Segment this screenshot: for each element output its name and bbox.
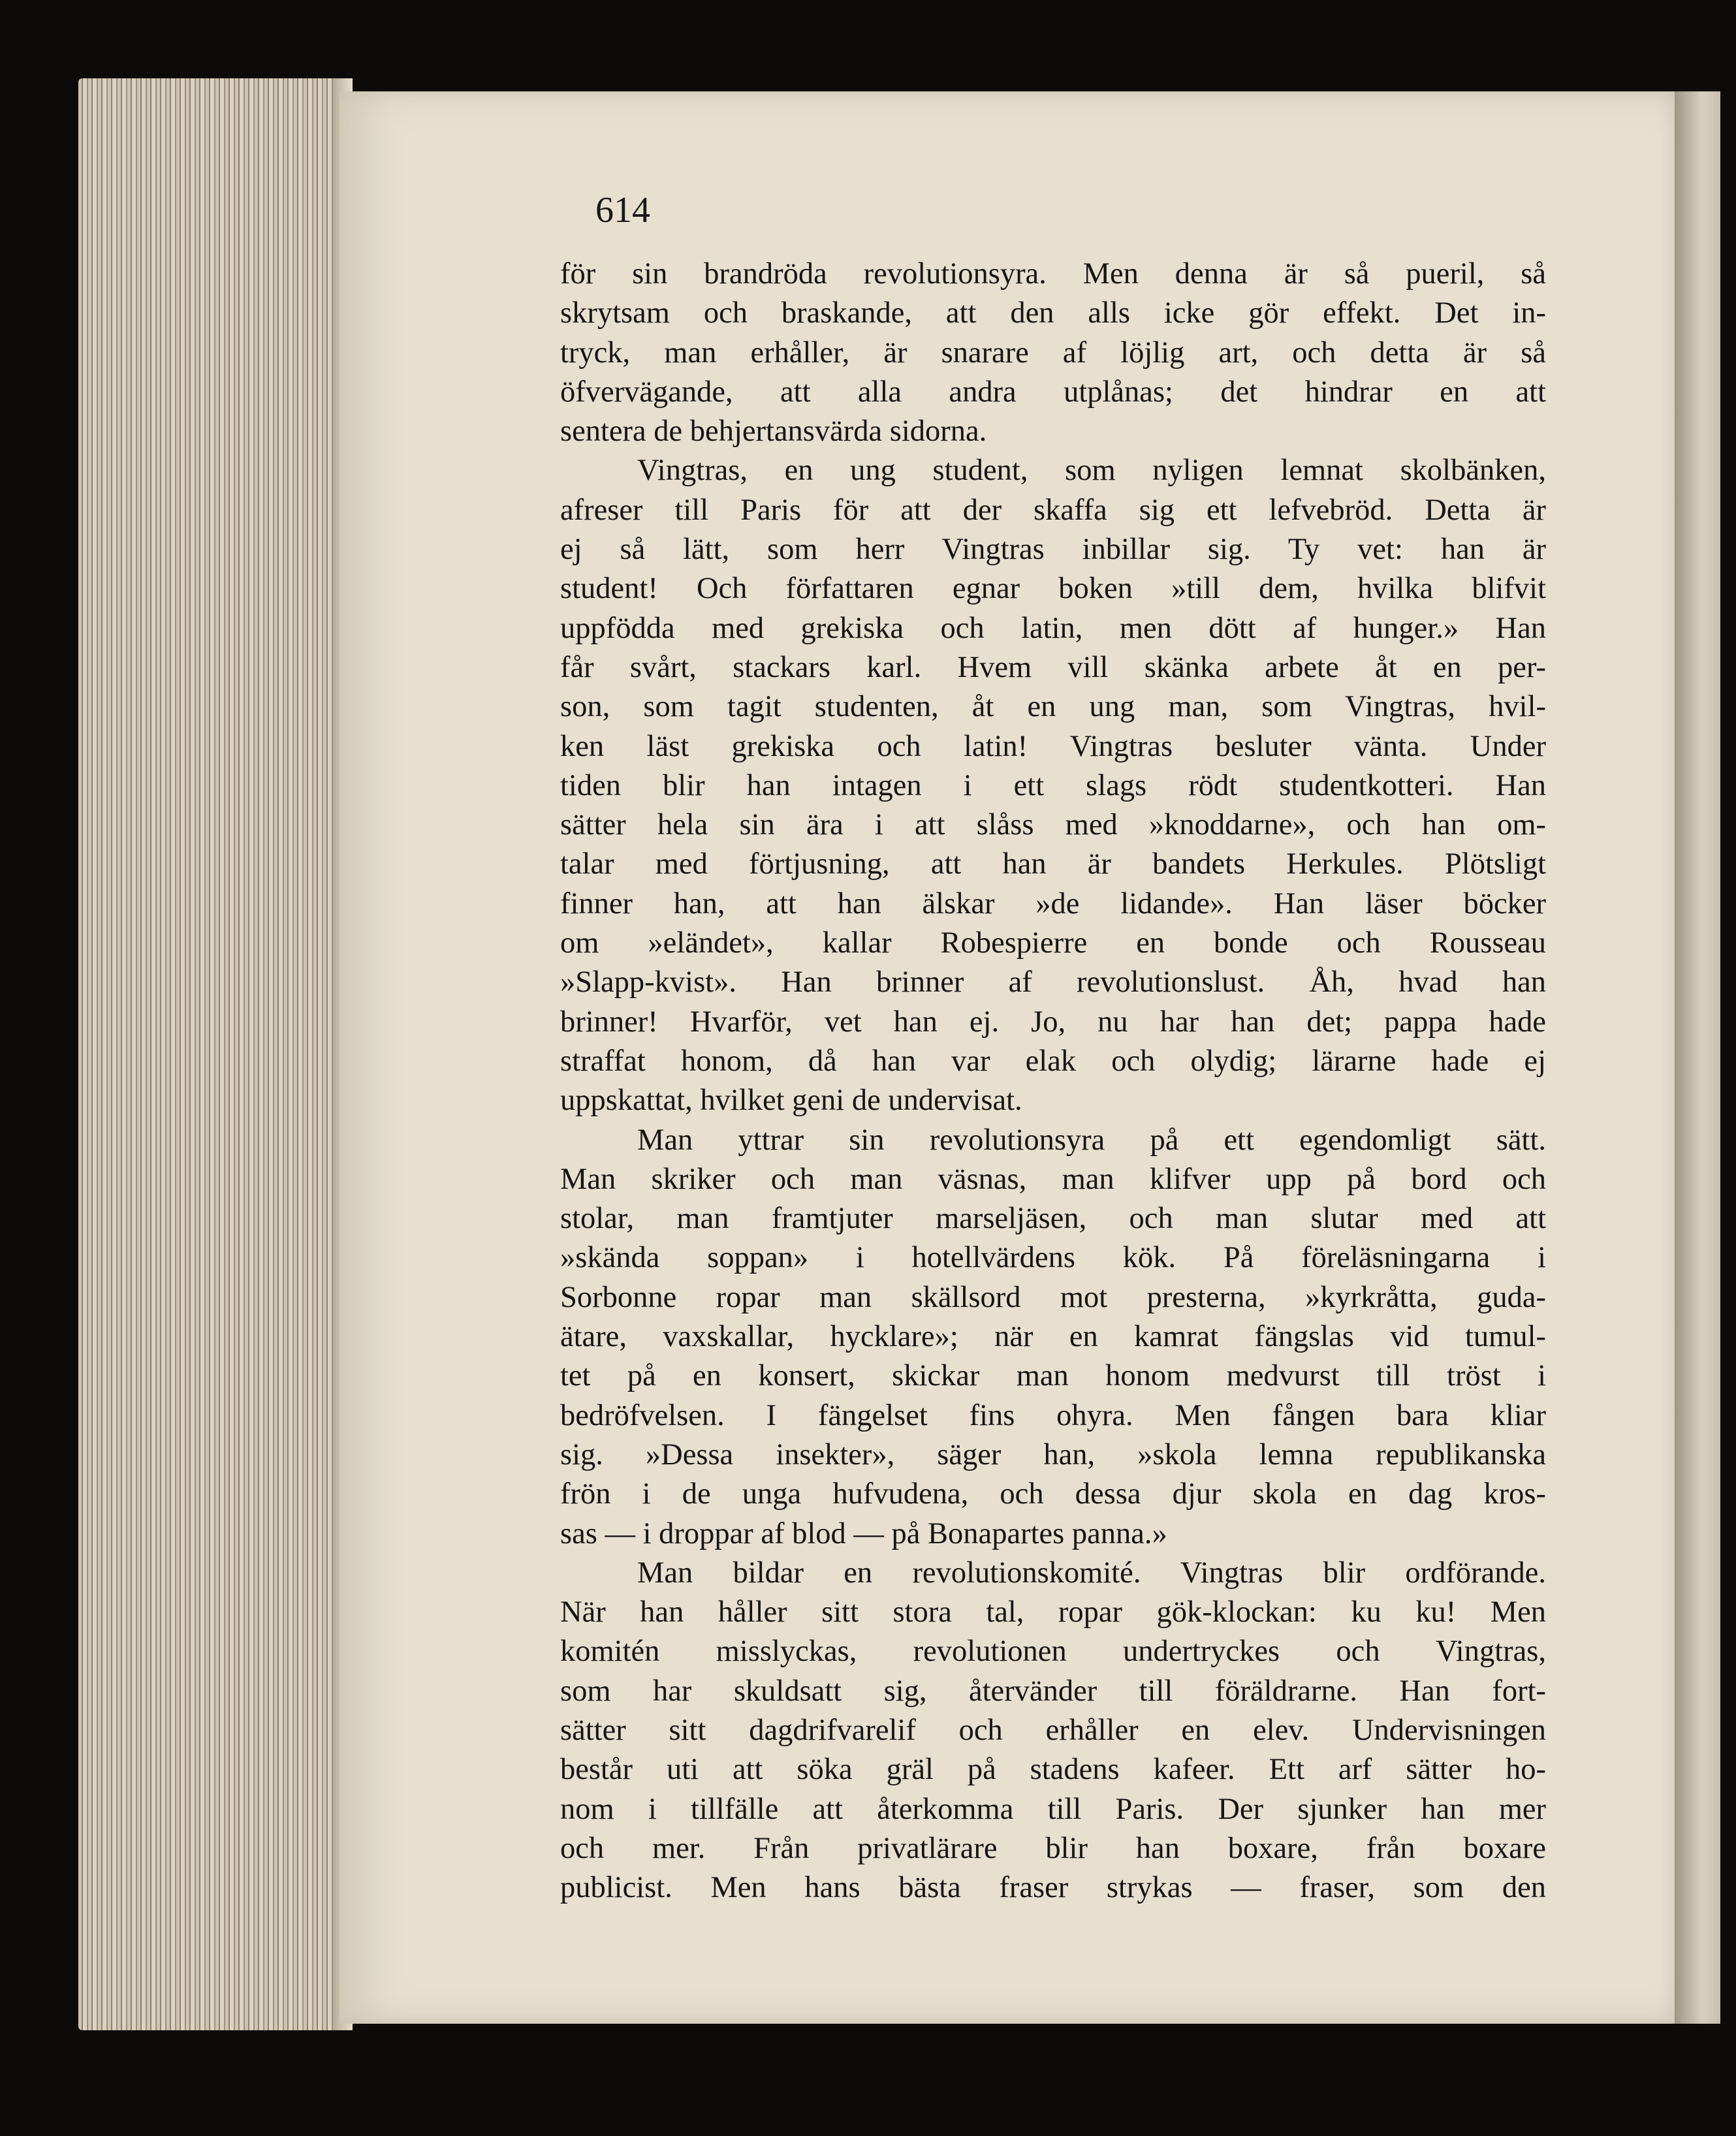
- text-line: afreser till Paris för att der skaffa sig ett lefvebröd. Detta är: [560, 493, 1546, 527]
- text-line: sentera de behjertansvärda sidorna.: [560, 415, 987, 448]
- text-line: tryck, man erhåller, är snarare af löjlig art, och detta är så: [560, 336, 1546, 369]
- text-line: Man bildar en revolutionskomité. Vingtras blir ordförande.: [637, 1556, 1546, 1590]
- text-line: sätter sitt dagdrifvarelif och erhåller en elev. Undervisningen: [560, 1713, 1546, 1747]
- text-line: tet på en konsert, skickar man honom medvurst till tröst i: [560, 1359, 1546, 1393]
- text-line: för sin brandröda revolutionsyra. Men denna är så pueril, så: [560, 257, 1546, 291]
- text-line: straffat honom, då han var elak och olydig; lärarne hade ej: [560, 1044, 1546, 1078]
- text-line: tiden blir han intagen i ett slags rödt studentkotteri. Han: [560, 768, 1546, 802]
- text-line: frön i de unga hufvudena, och dessa djur skola en dag kros-: [560, 1477, 1546, 1511]
- text-line: om »eländet», kallar Robespierre en bonde och Rousseau: [560, 926, 1546, 960]
- text-line: »skända soppan» i hotellvärdens kök. På föreläsningarna i: [560, 1241, 1546, 1275]
- text-line: ätare, vaxskallar, hycklare»; när en kamrat fängslas vid tumul-: [560, 1320, 1546, 1354]
- text-line: skrytsam och braskande, att den alls icke gör effekt. Det in-: [560, 296, 1546, 330]
- text-line: finner han, att han älskar »de lidande». Han läser böcker: [560, 887, 1546, 920]
- text-line: brinner! Hvarför, vet han ej. Jo, nu har han det; pappa hade: [560, 1005, 1546, 1039]
- text-line: uppfödda med grekiska och latin, men dött af hunger.» Han: [560, 611, 1546, 645]
- body-text: [560, 255, 1546, 1908]
- text-line: talar med förtjusning, att han är bandets Herkules. Plötsligt: [560, 847, 1546, 881]
- text-line: När han håller sitt stora tal, ropar gök-klockan: ku ku! Men: [560, 1595, 1546, 1629]
- text-line: och mer. Från privatlärare blir han boxare, från boxare: [560, 1831, 1546, 1865]
- text-line: Vingtras, en ung student, som nyligen lemnat skolbänken,: [637, 454, 1546, 488]
- text-line: får svårt, stackars karl. Hvem vill skänka arbete åt en per-: [560, 650, 1546, 684]
- page-number: 614: [595, 190, 650, 230]
- text-line: uppskattat, hvilket geni de undervisat.: [560, 1084, 1022, 1118]
- page-stack-edge: [78, 78, 353, 2030]
- text-line: »Slapp-kvist». Han brinner af revolutionslust. Åh, hvad han: [560, 966, 1546, 999]
- text-line: student! Och författaren egnar boken »till dem, hvilka blifvit: [560, 572, 1546, 606]
- text-line: sig. »Dessa insekter», säger han, »skola lemna republikanska: [560, 1437, 1546, 1471]
- text-line: består uti att söka gräl på stadens kafeer. Ett arf sätter ho-: [560, 1753, 1546, 1787]
- text-line: öfvervägande, att alla andra utplånas; det hindrar en att: [560, 375, 1546, 409]
- facing-page-edge: [1675, 91, 1720, 2024]
- text-line: Man skriker och man väsnas, man klifver upp på bord och: [560, 1162, 1546, 1196]
- text-line: sas — i droppar af blod — på Bonapartes panna.»: [560, 1516, 1167, 1550]
- text-line: publicist. Men hans bästa fraser strykas — fraser, som den: [560, 1871, 1546, 1905]
- text-line: stolar, man framtjuter marseljäsen, och man slutar med att: [560, 1202, 1546, 1236]
- text-line: komitén misslyckas, revolutionen undertryckes och Vingtras,: [560, 1635, 1546, 1669]
- text-line: sätter hela sin ära i att slåss med »knoddarne», och han om-: [560, 808, 1546, 842]
- text-line: ken läst grekiska och latin! Vingtras besluter vänta. Under: [560, 729, 1546, 763]
- text-line: son, som tagit studenten, åt en ung man, som Vingtras, hvil-: [560, 690, 1546, 724]
- text-line: ej så lätt, som herr Vingtras inbillar sig. Ty vet: han är: [560, 533, 1546, 567]
- text-line: Man yttrar sin revolutionsyra på ett egendomligt sätt.: [637, 1123, 1546, 1157]
- text-line: bedröfvelsen. I fängelset fins ohyra. Men fången bara kliar: [560, 1398, 1546, 1432]
- text-line: nom i tillfälle att återkomma till Paris. Der sjunker han mer: [560, 1792, 1546, 1826]
- text-line: som har skuldsatt sig, återvänder till föräldrarne. Han fort-: [560, 1674, 1546, 1708]
- text-line: Sorbonne ropar man skällsord mot presterna, »kyrkråtta, guda-: [560, 1280, 1546, 1314]
